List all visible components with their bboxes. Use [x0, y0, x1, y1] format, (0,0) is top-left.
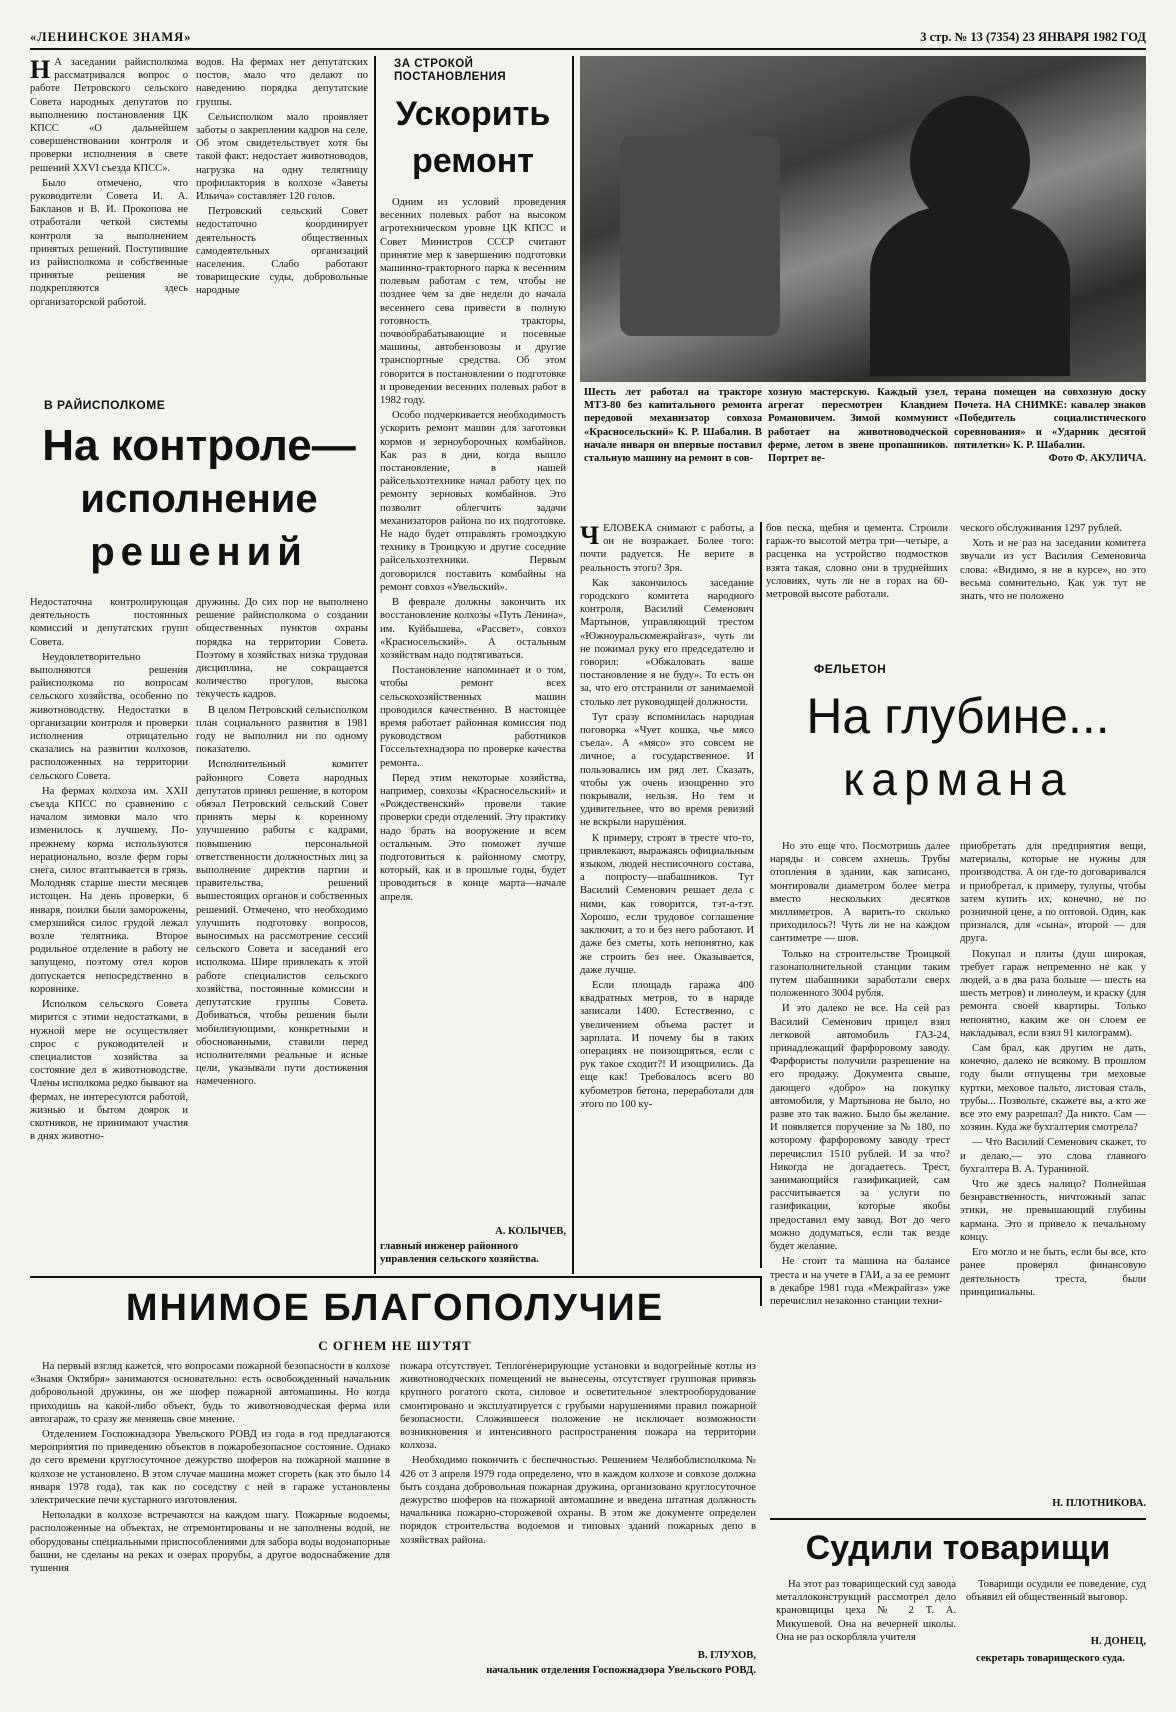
remont-body: [380, 196, 566, 1218]
paragraph: Что же здесь налицо? Полнейшая безнравственность, ничтожный запас этики, не превышающий глубины кармана. Это и привело к печальному концу.: [960, 1179, 1146, 1243]
section-rule: [30, 1276, 760, 1278]
photo-caption-col2: хозную мастерскую. Каждый узел, агрегат пересмотрен Клавдием Романовичем. Зимой коммунист работает на животноводческой ферме, летом в звене пропашников. Портрет ве-: [768, 387, 948, 465]
mnimoe-signature: В. ГЛУХОВ,: [697, 1650, 756, 1661]
person-body-icon: [870, 206, 1070, 376]
feuilleton-col5: [960, 840, 1146, 1496]
rayispolkom-col3: [30, 596, 188, 1268]
masthead: [30, 28, 1146, 50]
paragraph: К примеру, строят в тресте что-то, привлекают, выражаясь официальным языком, людей несписочного состава, а попросту—шабашников. Тут Василий Семенович решает дела с ними, как говорится, тэт-а-тэт. Хорошо, если трудовое соглашение заключит, а то и без него работают. И даже без сметы, хоть непонятно, как же строить без нее. Оказывается, даже лучше.: [580, 832, 754, 976]
column-rule: [374, 56, 376, 1274]
paragraph: И это далеко не все. На сей раз Василий Семенович прицел взял легковой автомобиль ГАЗ-24, принадлежащий фарфоровому заводу. Фарфористы получили разрешение на его продажу. Документа свыше, дающего «добро» на покупку автомобиля, у Мартынова не было, но разве это так важно. Было бы желание. И появляется поручение за № 180, по которому фарфоровому заводу трест перечислил 1510 рублей. И за что? Никогда не догадаетесь. Трест, занимающийся газификацией, сам рассчитывается за услуги по газификации, которые якобы предоставил ему завод. Вот до чего можно додуматься, если так везде будет желание.: [770, 1003, 950, 1253]
column-rule: [760, 1276, 762, 1306]
paragraph: Покупал и плиты (душ широкая, требует гараж непременно не как у людей, а в два раза больше — шесть на шесть метров) и линолеум, и краску (для ремонта своей квартиры. Только непонятно, каким же он слоем ее накладывал, если взял 91 килограмм).: [960, 948, 1146, 1039]
rayispolkom-col1: [30, 56, 188, 386]
headline-line: ремонт: [412, 142, 534, 180]
paragraph: Если площадь гаража 400 квадратных метров, то в наряде записали 1400. Естественно, с увеличением объема растет и зарплата. И почему бы в таких операциях не поизощряться, если с рук такое сходит?! И изощрились. Да еще как! Требовалось всего 80 кубометров бетона, переработали для этого по 100 ку-: [580, 979, 754, 1110]
headline-line: Ускорить: [395, 95, 551, 133]
paragraph: В целом Петровский сельисполком план социального развития в 1981 году не выполнил ни по одному показателю.: [196, 704, 368, 756]
paragraph: — Что Василий Семенович скажет, то и делаю,— это слова главного бухгалтера В. А. Тураниной.: [960, 1137, 1146, 1175]
caption-note: НА СНИМКЕ: кавалер знаков «Победитель социалистического соревнования» и «Ударник десятой пятилетки» К. Р. Шабалин.: [954, 400, 1146, 451]
paragraph: Постановление напоминает и о том, чтобы ремонт всех сельскохозяйственных машин проводился качественно. В настоящее время работает районная комиссия под руководством работников Госсельтехнадзора по проверке качества ремонта.: [380, 665, 566, 769]
paragraph: Перед этим некоторые хозяйства, например, совхозы «Красносельский» и «Рождественский» провели такие проверки среди отделений. Эту практику надо брать на вооружение и всем остальным. Это поможет лучше подготовиться к районному смотру, который, как и в прошлые годы, будет проводиться в конце марта—начале апреля.: [380, 772, 566, 903]
section-rule: [770, 1518, 1146, 1520]
column-rule: [572, 56, 574, 1274]
feuilleton-headline: [770, 684, 1146, 810]
remont-kicker: ЗА СТРОКОЙ ПОСТАНОВЛЕНИЯ: [394, 58, 507, 83]
rayispolkom-kicker: В РАЙИСПОЛКОМЕ: [44, 398, 166, 412]
paragraph: дружины. До сих пор не выполнено решение райисполкома о создании общественных пунктов охраны порядка на территории Совета. Поэтому в хозяйствах низка трудовая дисциплина, не сокращается количество прогулов, высока текучесть кадров.: [196, 597, 368, 701]
paragraph: Петровский сельский Совет недостаточно координирует деятельность общественных самодеятельных организаций населения. Слабо работают товарищеские суды, добровольные народные: [196, 206, 368, 297]
issue-info: 3 стр. № 13 (7354) 23 ЯНВАРЯ 1982 ГОД: [920, 30, 1146, 44]
paragraph: Сельисполком мало проявляет заботы о закреплении кадров на селе. Об этом свидетельствует хотя бы такой факт: недостает животноводов, нагрузка на одну телятницу профилактория в колхозе «Заветы Ильича» составляет 120 голов.: [196, 111, 368, 203]
paragraph: бов песка, щебня и цемента. Строили гараж-то высотой метра три—четыре, а расценка на устройство подмостков взята такая, словно они в труднейших условиях, чуть ли не в горах на 60-метровой высоте работали.: [766, 523, 948, 601]
feuilleton-col3: [960, 522, 1146, 646]
rayispolkom-col4: [196, 596, 368, 1268]
rayispolkom-col2: [196, 56, 368, 386]
drop-cap: Ч: [580, 522, 600, 550]
mnimoe-subhead: С ОГНЕМ НЕ ШУТЯТ: [318, 1338, 472, 1353]
paragraph: Недостаточна контролирующая деятельность постоянных комиссий и депутатских групп Совета.: [30, 597, 188, 648]
tractor-cab-icon: [620, 136, 780, 336]
paragraph: Его могло и не быть, если бы все, кто ранее проверял финансовую деятельность треста, были принципиальны.: [960, 1247, 1146, 1298]
remont-signature: А. КОЛЫЧЕВ,: [495, 1226, 566, 1237]
paragraph: Неполадки в колхозе встречаются на каждом шагу. Пожарные водоемы, расположенные на объектах, не отремонтированы и не заполнены водой, не оборудованы специальными приспособлениями для забора воды водонапорные башни, не сделаны на реках и озерах прорубы, а другое водоснабжение для тушения: [30, 1510, 390, 1575]
newspaper-name: «ЛЕНИНСКОЕ ЗНАМЯ»: [30, 30, 192, 44]
sudili-headline: Судили товарищи: [805, 1529, 1111, 1567]
remont-signature-caption: главный инженер районного управления сельского хозяйства.: [380, 1241, 539, 1265]
paragraph: Было отмечено, что руководители Совета И. А. Бакланов и В. И. Прокопова не отработали четкой системы контроля за выполнением принятых решений. Поступившие из райисполкома и собственные принятые решения не подкрепляются здесь организаторской работой.: [30, 177, 188, 308]
paragraph: Хоть и не раз на заседании комитета звучали из уст Василия Семеновича слова: «Видимо, я не в курсе», но это весьма сомнительно. Как уж тут не знать, что не положено: [960, 538, 1146, 603]
feuilleton-col2: [766, 522, 948, 646]
rayispolkom-headline: [30, 420, 368, 578]
paragraph: Только на строительстве Троицкой газонаполнительной станции таким путем шабашники заработали сверх положенного 3004 рубля.: [770, 948, 950, 1000]
paragraph: пожара отсутствует. Теплогенерирующие установки и водогрейные котлы из животноводческих помещений не вынесены, отсутствует групповая привязь крупного рогатого скота, силовое и осветительное электрооборудование смонтировано и эксплуатируется с грубыми нарушениями правил пожарной безопасности. Сложившееся положение не исключает возможности возникновения и интенсивного распространения пожара на территории колхоза.: [400, 1361, 756, 1452]
paragraph: Исполком сельского Совета мирится с этими недостатками, в нужной мере не осуществляет спрос с руководителей и специалистов хозяйства за состояние дел в животноводстве. Члены исполкома редко бывают на фермах, не интересуются работой, жизнью и бытом доярок и скотников, не принимают участия в днях животно-: [30, 999, 188, 1143]
column-rule: [760, 522, 762, 1268]
feuilleton-col1: [580, 522, 754, 1268]
photo-caption-col3: [954, 386, 1146, 498]
caption-text: терана помещен на совхозную доску Почета.: [954, 387, 1146, 412]
paragraph: ЕЛОВЕКА снимают с работы, а он не возражает. Более того: почти радуется. Не верите в реальность этого? Зря.: [580, 523, 754, 574]
mnimoe-col2: [400, 1360, 756, 1648]
remont-headline: [380, 90, 566, 184]
sudili-col2: [966, 1578, 1146, 1634]
sudili-col1: [776, 1578, 956, 1682]
mnimoe-col1: [30, 1360, 390, 1680]
headline-line: На контроле—: [42, 421, 356, 470]
paragraph: водов. На фермах нет депутатских постов, мало что делают по наведению порядка депутатские группы.: [196, 57, 368, 108]
paragraph: Тут сразу вспомнилась народная поговорка «Чует кошка, чье мясо съела». А «мясо» это совсем не личное, а государственное. И пользовались им ряд лет. Сказать, чтобы уж очень изощренно это покрывали, нельзя. Но тем и удивительнее, что во время ревизий не вскрыли нарушения.: [580, 711, 754, 829]
mnimoe-headline: МНИМОЕ БЛАГОПОЛУЧИЕ: [125, 1287, 665, 1329]
headline-line: исполнение: [80, 477, 318, 521]
paragraph: Необходимо покончить с беспечностью. Решением Челябоблисполкома № 426 от 3 апреля 1979 года определено, что в каждом колхозе и совхозе должна быть создана добровольная пожарная дружина, организовано круглосуточное дежурство шоферов на пожарной автомашине и введена штатная должность начальника пожарно-сторожевой охраны. В этом же документе определен порядок строительства водоемов и типовых зданий пожарных депо в хозяйствах района.: [400, 1455, 756, 1546]
headline-line: кармана: [843, 753, 1073, 805]
paragraph: Но это еще что. Посмотришь далее наряды и совсем ахнешь. Трубы отопления в здании, как записано, монтировали диаметром более метра вместо нескольких десятков миллиметров. А варить-то сколько приходилось?! Чуть ли не на каждом сантиметре — шов.: [770, 841, 950, 945]
paragraph: приобретать для предприятия вещи, материалы, которые не нужны для производства. А он где-то договаривался и приобретал, к примеру, тулупы, чтобы затем купить их, конечно, не по розничной цене, а по оптовой. Один, как признался, для «сына», второй — для друга.: [960, 841, 1146, 945]
sudili-signature-caption: секретарь товарищеского суда.: [976, 1653, 1125, 1664]
photo-caption-col1: Шесть лет работал на тракторе МТЗ-80 без капитального ремонта передовой механизатор совхоза «Красносельский» К. Р. Шабалин. В начале января он впервые поставил стальную машину на ремонт в сов-: [584, 387, 762, 465]
feuilleton-col4: [770, 840, 950, 1514]
drop-cap: Н: [30, 56, 51, 84]
paragraph: На первый взгляд кажется, что вопросами пожарной безопасности в колхозе «Знамя Октября» занимаются основательно: есть освобожденный начальник добровольной дружины, он же шофер пожарной автомашины. Но когда приходишь на какой-либо объект, будь то животноводческая ферма или автогараж, то сразу же меняешь свое мнение.: [30, 1361, 390, 1425]
paragraph: Сам брал, как другим не дать, конечно, далеко не всякому. В прошлом году были отпущены три меховые куртки, меховое пальто, листовая сталь, трубы... Позвольте, скажете вы, а кто же все это ему разрешал? Да никто. Сам — хозяин. Куда же бухгалтерия смотрела?: [960, 1043, 1146, 1134]
paragraph: На фермах колхоза им. XXII съезда КПСС по сравнению с началом зимовки мало что изменилось к лучшему. По-прежнему корма используются нерационально, возле ферм горы снега, силос втаптывается в грязь. Молодняк старше шести месяцев истощен. На день проверки, 6 января, поилки были заморожены, смерзшийся силос грудой лежал возле телятника. Второе родильное отделение в работу не запущено, поэтому отел коров допускается непосредственно в коровнике.: [30, 785, 188, 995]
paragraph: Особо подчеркивается необходимость ускорить ремонт машин для заготовки кормов и зерноуборочных комбайнов. Как раз в дни, когда вышло постановление, в нашей райсельхозтехнике начал работу цех по ремонту зерновых комбайнов. Это позволит облегчить задачи механизаторов района по их подготовке. Не надо будет отправлять громоздкую технику в Троицкую и другие соседние райсельхозтехники. Первым договорился поставить комбайны на ремонт совхоз «Увельский».: [380, 410, 566, 593]
feuilleton-kicker: ФЕЛЬЕТОН: [814, 662, 887, 676]
sudili-signature: Н. ДОНЕЦ,: [1090, 1636, 1146, 1647]
paragraph: На этот раз товарищеский суд завода металлоконструкций рассмотрел дело крановщицы цеха № 2 Т. А. Микушевой. Она на вечерней школы. Она не раз оскорбляла учителя: [776, 1579, 956, 1643]
paragraph: В феврале должны закончить их восстановление колхозы «Путь Ленина», им. Куйбышева, «Рассвет», совхоз «Красносельский». А остальным хозяйствам надо подтягиваться.: [380, 597, 566, 661]
paragraph: Одним из условий проведения весенних полевых работ на высоком агротехническом уровне ЦК КПСС и Совет Министров СССР считают принятие мер к завершению подготовки машинно-тракторного парка к весенним полевым работам с тем, чтобы не позднее чем за две недели до начала весеннего сева привести в полную готовность тракторы, почвообрабатывающие и посевные машины, автобензовозы и другие транспортные средства. Об этом говорится в постановлении о подготовке и проведении весенних полевых работ в 1982 году.: [380, 197, 566, 407]
paragraph: ческого обслуживания 1297 рублей.: [960, 523, 1122, 534]
paragraph: А заседании райисполкома рассматривался вопрос о работе Петровского сельского Совета народных депутатов по выполнению постановления ЦК КПСС «О дальнейшем совершенствовании контроля и проверки исполнения в свете решений XXVI съезда КПСС».: [30, 57, 188, 174]
mnimoe-signature-caption: начальник отделения Госпожнадзора Увельского РОВД.: [486, 1665, 756, 1676]
paragraph: Отделением Госпожнадзора Увельского РОВД из года в год предлагаются мероприятия по приведению объектов в пожаробезопасное состояние. Однако до сего времени круглосуточное дежурство шоферов на пожарной машине в колхозе не установлено. В этом случае машина может сгореть (как это было 14 января 1978 года), так как по соседству с ней в гараже установлены электрические печи кустарного изготовления.: [30, 1429, 390, 1507]
feuilleton-signature: Н. ПЛОТНИКОВА.: [1052, 1498, 1146, 1509]
paragraph: Как закончилось заседание городского комитета народного контроля, Василий Семенович Мартынов, управляющий трестом «Южноуральскмежрайгаз», чуть ли не пожимал руку его председателю и говорил: «Обжаловать ваше постановление я не буду». То есть он за, что его отстранили от занимаемой столько лет руководящей должности.: [580, 577, 754, 708]
paragraph: Исполнительный комитет районного Совета народных депутатов принял решение, в котором обязал Петровский сельский Совет принять меры к коренному улучшению работы с кадрами, повышению персональной ответственности должностных лиц за выполнение директив партии и правительства, решений вышестоящих органов и собственных решений. Отмечено, что необходимо улучшить подготовку вопросов, выносимых на рассмотрение сессий сельского Совета и заседаний его исполкома. Шире привлекать к этой работе специалистов сельского хозяйства, постоянные комиссии и депутатские группы Совета. Добиваться, чтобы решения были мобилизующими, конкретными и обоснованными, ставили перед исполнителями реальные и ясные цели, указывали пути достижения намеченного.: [196, 759, 368, 1088]
paragraph: Не стоит та машина на балансе треста и на учете в ГАИ, а за ее ремонт в декабре 1981 года «Межрайгаз» уже перечислил незаконно станции техни-: [770, 1256, 950, 1307]
headline-line: решений: [90, 530, 308, 574]
tractor-driver-photo: [580, 56, 1146, 382]
photo-credit: Фото Ф. АКУЛИЧА.: [1048, 453, 1146, 465]
headline-line: На глубине...: [806, 688, 1110, 744]
paragraph: Неудовлетворительно выполняются решения райисполкома по вопросам сельского хозяйства, особенно по животноводству. Недостатки в организации контроля и проверки исполнения отрицательно сказались на развитии колхозов, расположенных на территории сельского Совета.: [30, 651, 188, 782]
paragraph: Товарищи осудили ее поведение, суд объявил ей общественный выговор.: [966, 1579, 1146, 1604]
